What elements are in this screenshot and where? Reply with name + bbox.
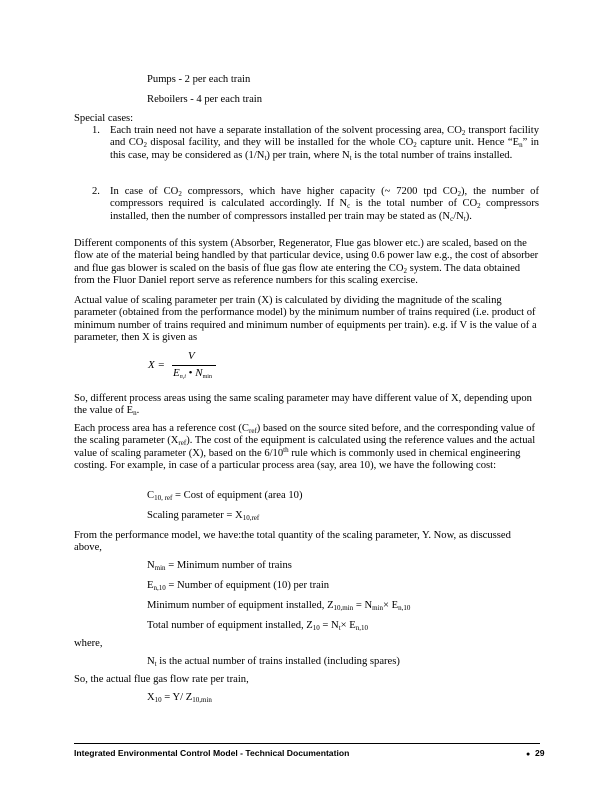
footer-title: Integrated Environmental Control Model - Technical Documentation <box>74 748 350 758</box>
pumps-line: Pumps - 2 per each train <box>147 74 251 85</box>
formula-numerator: V <box>188 350 195 362</box>
special-cases-heading: Special cases: <box>74 113 134 124</box>
list-number: 2. <box>92 186 100 197</box>
actual-value-paragraph: Actual value of scaling parameter per train (X) is calculated by dividing the magnitude of the scaling parameter (obtained from the performance model) by the minimum number of trains required (i.e. product of minimum number of trains required and minimum number of equipments per train). e.g. if V is the value of a parameter, then X is given as <box>74 295 537 344</box>
bullet-icon: ● <box>526 751 531 758</box>
footer-divider <box>74 743 540 744</box>
special-case-item-1: Each train need not have a separate installation of the solvent processing area, $CO_2$ transport facility and $CO_2$ disposal facility, and they will be installed for the whole $CO_2$ capture unit. Hence “$E_n$” in this case, may be considered as $(1/N_t)$ per train, where $N_t$ is the total number of trains installed. <box>110 125 539 162</box>
performance-model-paragraph: From the performance model, we have:the total quantity of the scaling parameter, Y. Now, as discussed above, <box>74 530 511 554</box>
list-number: 1. <box>92 125 100 136</box>
formula-denominator: $E_{n,i}$ • $N_{min}$ <box>173 367 212 380</box>
nt-definition: $N_t$ is the actual number of trains installed (including spares) <box>147 656 400 668</box>
scaling-parameter-definition: Scaling parameter = $X_{10,ref}$ <box>147 510 260 522</box>
formula-lhs: X = <box>148 359 165 371</box>
x10-equation: $X_{10} = Y/$ $Z_{10,min}$ <box>147 692 212 704</box>
nmin-definition: $N_{min}$ = Minimum number of trains <box>147 560 292 572</box>
reference-cost-paragraph: Each process area has a reference cost $(C_{ref})$ based on the source sited before, and the corresponding value of the scaling parameter $(X_{ref})$. The cost of the equipment is calculated using the reference values and the actual value of scaling parameter (X), based on the 6/10th rule which is commonly used in chemical engineering costing. For example, in case of a particular process area (say, area 10), we have the following cost: <box>74 423 536 472</box>
flue-gas-line: So, the actual flue gas flow rate per train, <box>74 674 249 685</box>
special-case-item-2: In case of $CO_2$ compressors, which have higher capacity (~ 7200 tpd $CO_2$), the number of compressors required is calculated accordingly. If $N_c$ is the total number of $CO_2$ compressors installed, then the number of compressors installed per train may be stated as $(N_c/N_t)$. <box>110 186 539 223</box>
reboilers-line: Reboilers - 4 per each train <box>147 94 263 105</box>
total-installed-definition: Total number of equipment installed, $Z_{10} = N_t\times E_{n,10}$ <box>147 620 369 632</box>
scaling-formula <box>148 350 218 384</box>
minimum-installed-definition: Minimum number of equipment installed, $Z_{10,min} = N_{min}\times E_{n,10}$ <box>147 600 411 612</box>
fraction-bar <box>172 365 216 366</box>
components-paragraph: Different components of this system (Absorber, Regenerator, Flue gas blower etc.) are scaled, based on the flow ate of the material being handled by that particular device, using 0.6 power law e.g., the cost of absorber and flue gas blower is scaled on the basis of flue gas flow ate entering the $CO_2$ system. The data obtained from the Fluor Daniel report serve as reference numbers for this scaling exercise. <box>74 238 539 287</box>
page-number: ● 29 <box>526 748 545 758</box>
different-areas-paragraph: So, different process areas using the same scaling parameter may have different value of X, depending upon the value of $E_n$. <box>74 393 532 418</box>
where-label: where, <box>74 638 103 649</box>
cost-definition: $C_{10, ref}$ = Cost of equipment (area 10) <box>147 490 303 502</box>
en10-definition: $E_{n,10}$ = Number of equipment (10) per train <box>147 580 330 592</box>
